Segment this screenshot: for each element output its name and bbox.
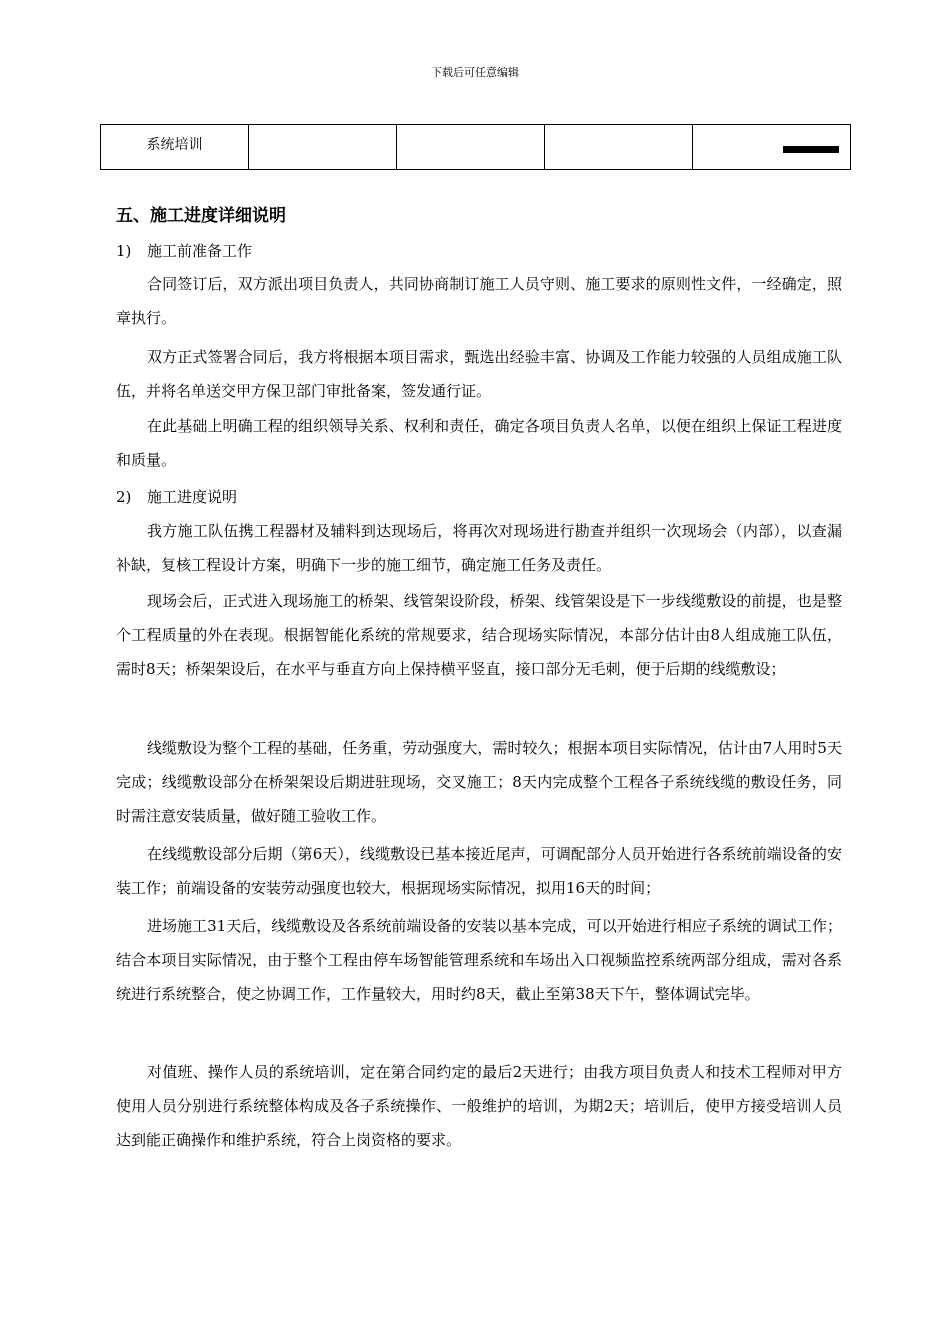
subsection-number: 1) <box>116 242 132 260</box>
page-header-note: 下载后可任意编辑 <box>431 66 519 79</box>
schedule-table <box>100 124 851 170</box>
subsection-heading <box>116 241 252 261</box>
subsection-number: 2) <box>116 488 132 506</box>
subsection-heading <box>116 487 237 507</box>
table-cell <box>693 125 851 170</box>
paragraph: 在线缆敷设部分后期（第6天），线缆敷设已基本接近尾声，可调配部分人员开始进行各系统前端设备的安装工作；前端设备的安装劳动强度也较大，根据现场实际情况，拟用16天的时间； <box>116 845 842 897</box>
paragraph: 现场会后，正式进入现场施工的桥架、线管架设阶段，桥架、线管架设是下一步线缆敷设的前提，也是整个工程质量的外在表现。根据智能化系统的常规要求，结合现场实际情况，本部分估计由8人组成施工队伍，需时8天；桥架架设后，在水平与垂直方向上保持横平竖直，接口部分无毛刺，便于后期的线缆敷设； <box>116 592 842 678</box>
schedule-bar <box>783 146 839 153</box>
paragraph: 在此基础上明确工程的组织领导关系、权利和责任，确定各项目负责人名单，以便在组织上保证工程进度和质量。 <box>116 417 842 469</box>
paragraph: 合同签订后，双方派出项目负责人，共同协商制订施工人员守则、施工要求的原则性文件，一经确定，照章执行。 <box>116 275 842 327</box>
paragraph: 双方正式签署合同后，我方将根据本项目需求，甄选出经验丰富、协调及工作能力较强的人员组成施工队伍，并将名单送交甲方保卫部门审批备案，签发通行证。 <box>116 348 842 400</box>
table-row <box>101 125 851 170</box>
subsection-title: 施工前准备工作 <box>147 242 253 260</box>
table-cell <box>397 125 545 170</box>
paragraph: 线缆敷设为整个工程的基础，任务重，劳动强度大，需时较久；根据本项目实际情况，估计由7人用时5天完成；线缆敷设部分在桥架架设后期进驻现场，交叉施工；8天内完成整个工程各子系统线缆的敷设任务，同时需注意安装质量，做好随工验收工作。 <box>116 739 842 825</box>
subsection-title: 施工进度说明 <box>147 488 238 506</box>
section-title: 五、施工进度详细说明 <box>116 206 286 226</box>
paragraph: 我方施工队伍携工程器材及辅料到达现场后，将再次对现场进行勘查并组织一次现场会（内部），以查漏补缺，复核工程设计方案，明确下一步的施工细节，确定施工任务及责任。 <box>116 522 842 574</box>
table-cell <box>249 125 397 170</box>
row-label: 系统培训 <box>101 125 249 170</box>
table-cell <box>545 125 693 170</box>
paragraph: 对值班、操作人员的系统培训，定在第合同约定的最后2天进行；由我方项目负责人和技术工程师对甲方使用人员分别进行系统整体构成及各子系统操作、一般维护的培训，为期2天；培训后，使甲方接受培训人员达到能正确操作和维护系统，符合上岗资格的要求。 <box>116 1063 842 1149</box>
paragraph: 进场施工31天后，线缆敷设及各系统前端设备的安装以基本完成，可以开始进行相应子系统的调试工作；结合本项目实际情况，由于整个工程由停车场智能管理系统和车场出入口视频监控系统两部分组成，需对各系统进行系统整合，使之协调工作，工作量较大，用时约8天，截止至第38天下午，整体调试完毕。 <box>116 917 842 1003</box>
